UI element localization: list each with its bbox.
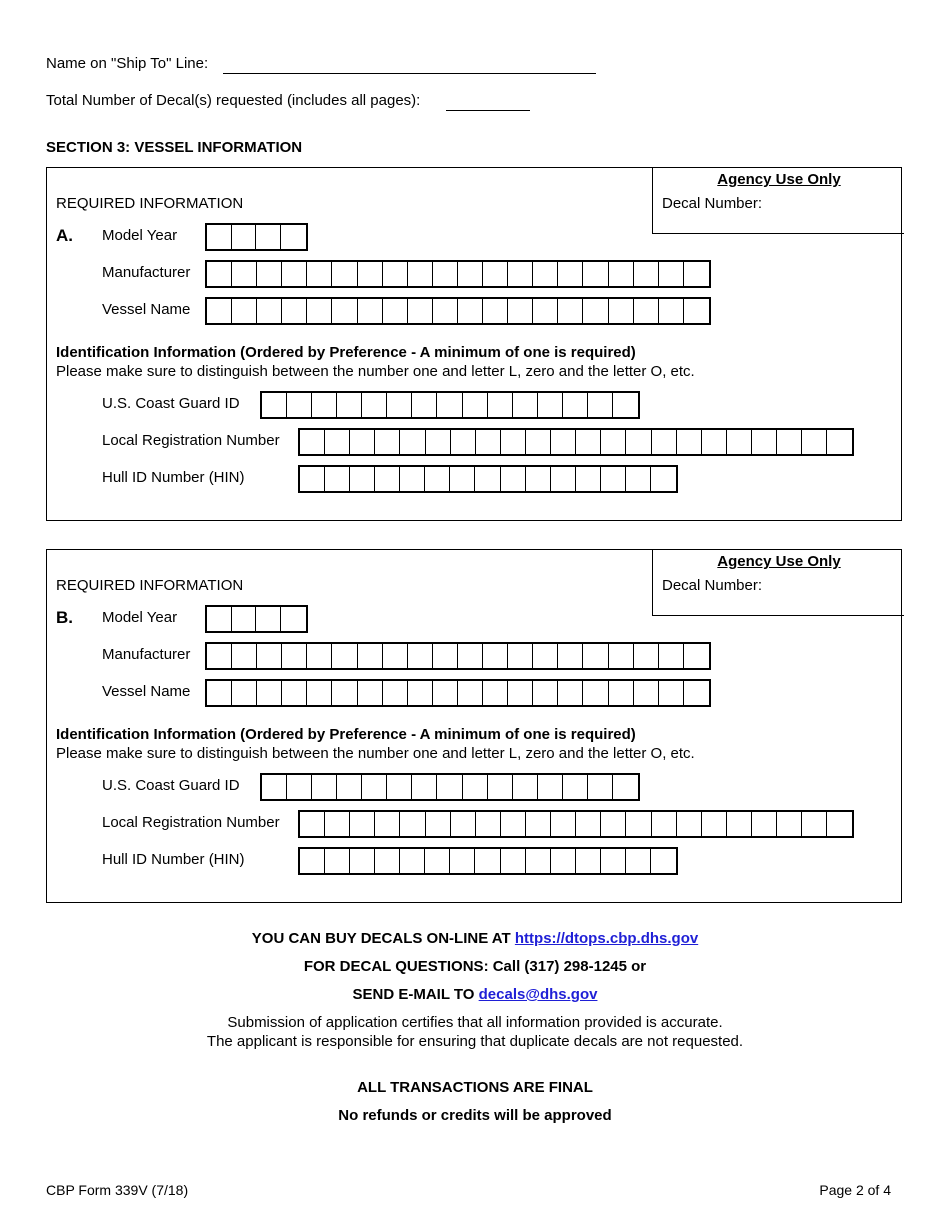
char-box[interactable] [262,775,287,799]
char-box[interactable] [601,849,626,873]
decal-number-label: Decal Number: [662,195,763,212]
char-box[interactable] [383,644,408,668]
char-box[interactable] [450,849,475,873]
hin-boxes[interactable] [298,847,678,875]
char-box[interactable] [609,262,634,286]
char-box[interactable] [232,225,257,249]
char-box[interactable] [383,299,408,323]
char-box[interactable] [362,393,387,417]
char-box[interactable] [558,262,583,286]
id-info-heading: Identification Information (Ordered by Preference - A minimum of one is required) [56,726,636,743]
char-box[interactable] [659,644,684,668]
char-box[interactable] [282,299,307,323]
char-box[interactable] [458,262,483,286]
local-reg-label: Local Registration Number [102,432,280,449]
hin-boxes[interactable] [298,465,678,493]
char-box[interactable] [551,812,576,836]
char-box[interactable] [508,299,533,323]
char-box[interactable] [408,681,433,705]
char-box[interactable] [501,467,526,491]
char-box[interactable] [426,430,451,454]
char-box[interactable] [601,467,626,491]
required-info-label: REQUIRED INFORMATION [56,577,244,594]
char-box[interactable] [752,812,777,836]
char-box[interactable] [337,775,362,799]
char-box[interactable] [307,681,332,705]
model-year-boxes[interactable] [205,605,308,633]
char-box[interactable] [287,393,312,417]
final-transactions: ALL TRANSACTIONS ARE FINAL [357,1079,593,1096]
char-box[interactable] [777,812,802,836]
char-box[interactable] [659,681,684,705]
char-box[interactable] [827,430,852,454]
vessel-letter: A. [56,226,73,245]
agency-use-title: Agency Use Only [717,171,841,188]
char-box[interactable] [558,299,583,323]
id-info-note: Please make sure to distinguish between the number one and letter L, zero and the letter O, etc. [56,745,695,762]
model-year-label: Model Year [102,227,178,244]
char-box[interactable] [300,849,325,873]
vessel-name-boxes[interactable] [205,297,711,325]
char-box[interactable] [526,849,551,873]
char-box[interactable] [501,430,526,454]
char-box[interactable] [387,775,412,799]
char-box[interactable] [508,681,533,705]
vessel-letter: B. [56,608,73,627]
char-box[interactable] [232,607,257,631]
char-box[interactable] [463,775,488,799]
char-box[interactable] [400,467,425,491]
char-box[interactable] [332,299,357,323]
char-box[interactable] [300,430,325,454]
char-box[interactable] [325,430,350,454]
char-box[interactable] [307,262,332,286]
char-box[interactable] [232,262,257,286]
char-box[interactable] [256,225,281,249]
char-box[interactable] [651,467,676,491]
char-box[interactable] [609,299,634,323]
char-box[interactable] [583,299,608,323]
char-box[interactable] [408,262,433,286]
char-box[interactable] [526,430,551,454]
char-box[interactable] [232,681,257,705]
char-box[interactable] [257,299,282,323]
char-box[interactable] [332,262,357,286]
hin-label: Hull ID Number (HIN) [102,469,245,486]
ship-to-label: Name on "Ship To" Line: [46,55,209,72]
char-box[interactable] [659,262,684,286]
char-box[interactable] [325,812,350,836]
char-box[interactable] [538,775,563,799]
manufacturer-boxes[interactable] [205,260,711,288]
char-box[interactable] [551,430,576,454]
char-box[interactable] [475,467,500,491]
char-box[interactable] [513,775,538,799]
char-box[interactable] [483,299,508,323]
char-box[interactable] [257,681,282,705]
total-decals-field[interactable] [446,110,530,111]
email-text: SEND E-MAIL TO [352,986,479,1003]
char-box[interactable] [613,775,638,799]
char-box[interactable] [583,681,608,705]
uscg-id-boxes[interactable] [260,773,640,801]
char-box[interactable] [287,775,312,799]
char-box[interactable] [508,262,533,286]
char-box[interactable] [601,812,626,836]
vessel-section-a [46,167,902,521]
char-box[interactable] [332,681,357,705]
char-box[interactable] [827,812,852,836]
char-box[interactable] [463,393,488,417]
char-box[interactable] [207,225,232,249]
local-reg-label: Local Registration Number [102,814,280,831]
char-box[interactable] [450,467,475,491]
model-year-boxes[interactable] [205,223,308,251]
char-box[interactable] [533,644,558,668]
char-box[interactable] [207,262,232,286]
char-box[interactable] [551,849,576,873]
section-title: SECTION 3: VESSEL INFORMATION [46,139,303,156]
char-box[interactable] [677,812,702,836]
id-info-heading: Identification Information (Ordered by Preference - A minimum of one is required) [56,344,636,361]
char-box[interactable] [588,393,613,417]
char-box[interactable] [533,681,558,705]
char-box[interactable] [576,430,601,454]
char-box[interactable] [802,430,827,454]
char-box[interactable] [433,299,458,323]
char-box[interactable] [433,644,458,668]
char-box[interactable] [583,644,608,668]
char-box[interactable] [281,607,306,631]
required-info-label: REQUIRED INFORMATION [56,195,244,212]
char-box[interactable] [207,644,232,668]
char-box[interactable] [282,644,307,668]
char-box[interactable] [558,644,583,668]
char-box[interactable] [282,681,307,705]
char-box[interactable] [802,812,827,836]
total-decals-label: Total Number of Decal(s) requested (includes all pages): [46,92,421,109]
char-box[interactable] [433,681,458,705]
char-box[interactable] [458,644,483,668]
char-box[interactable] [727,812,752,836]
char-box[interactable] [483,262,508,286]
char-box[interactable] [576,812,601,836]
hin-label: Hull ID Number (HIN) [102,851,245,868]
buy-online-line [0,930,950,947]
char-box[interactable] [613,393,638,417]
uscg-id-label: U.S. Coast Guard ID [102,777,240,794]
char-box[interactable] [350,467,375,491]
decal-number-label: Decal Number: [662,577,763,594]
char-box[interactable] [626,467,651,491]
char-box[interactable] [588,775,613,799]
char-box[interactable] [408,644,433,668]
local-reg-boxes[interactable] [298,810,854,838]
char-box[interactable] [282,262,307,286]
ship-to-field[interactable] [223,73,596,74]
char-box[interactable] [777,430,802,454]
agency-use-box [652,550,904,616]
email-line [0,986,950,1003]
uscg-id-boxes[interactable] [260,391,640,419]
agency-use-title: Agency Use Only [717,553,841,570]
char-box[interactable] [488,393,513,417]
char-box[interactable] [563,393,588,417]
buy-online-text: YOU CAN BUY DECALS ON-LINE AT [251,930,515,947]
char-box[interactable] [358,681,383,705]
char-box[interactable] [207,607,232,631]
char-box[interactable] [626,849,651,873]
char-box[interactable] [727,430,752,454]
vessel-section-b [46,549,902,903]
char-box[interactable] [634,681,659,705]
char-box[interactable] [375,849,400,873]
char-box[interactable] [437,775,462,799]
char-box[interactable] [609,644,634,668]
char-box[interactable] [702,812,727,836]
char-box[interactable] [451,430,476,454]
char-box[interactable] [400,430,425,454]
char-box[interactable] [652,812,677,836]
form-id: CBP Form 339V (7/18) [46,1182,189,1198]
char-box[interactable] [501,812,526,836]
manufacturer-boxes[interactable] [205,642,711,670]
char-box[interactable] [300,467,325,491]
certification-line-1: Submission of application certifies that all information provided is accurate. [227,1014,723,1031]
char-box[interactable] [425,849,450,873]
vessel-name-boxes[interactable] [205,679,711,707]
char-box[interactable] [576,467,601,491]
char-box[interactable] [358,644,383,668]
char-box[interactable] [312,775,337,799]
char-box[interactable] [488,775,513,799]
agency-use-box [652,168,904,234]
char-box[interactable] [533,262,558,286]
char-box[interactable] [426,812,451,836]
vessel-name-label: Vessel Name [102,301,191,318]
char-box[interactable] [652,430,677,454]
char-box[interactable] [483,681,508,705]
char-box[interactable] [513,393,538,417]
char-box[interactable] [475,849,500,873]
char-box[interactable] [601,430,626,454]
char-box[interactable] [362,775,387,799]
char-box[interactable] [375,430,400,454]
char-box[interactable] [400,849,425,873]
char-box[interactable] [332,644,357,668]
char-box[interactable] [437,393,462,417]
char-box[interactable] [508,644,533,668]
char-box[interactable] [433,262,458,286]
char-box[interactable] [307,644,332,668]
char-box[interactable] [651,849,676,873]
char-box[interactable] [232,644,257,668]
char-box[interactable] [412,393,437,417]
certification-line-2: The applicant is responsible for ensuring that duplicate decals are not requested. [206,1033,744,1050]
char-box[interactable] [262,393,287,417]
char-box[interactable] [476,812,501,836]
char-box[interactable] [425,467,450,491]
char-box[interactable] [307,299,332,323]
char-box[interactable] [526,467,551,491]
local-reg-boxes[interactable] [298,428,854,456]
char-box[interactable] [257,262,282,286]
char-box[interactable] [408,299,433,323]
char-box[interactable] [702,430,727,454]
no-refunds: No refunds or credits will be approved [338,1107,612,1124]
char-box[interactable] [358,262,383,286]
char-box[interactable] [476,430,501,454]
char-box[interactable] [583,262,608,286]
char-box[interactable] [558,681,583,705]
char-box[interactable] [281,225,306,249]
char-box[interactable] [458,299,483,323]
char-box[interactable] [684,262,709,286]
char-box[interactable] [350,430,375,454]
char-box[interactable] [684,299,709,323]
char-box[interactable] [383,262,408,286]
char-box[interactable] [483,644,508,668]
manufacturer-label: Manufacturer [102,264,191,281]
vessel-name-label: Vessel Name [102,683,191,700]
char-box[interactable] [383,681,408,705]
char-box[interactable] [659,299,684,323]
char-box[interactable] [609,681,634,705]
manufacturer-label: Manufacturer [102,646,191,663]
char-box[interactable] [387,393,412,417]
char-box[interactable] [207,681,232,705]
char-box[interactable] [563,775,588,799]
char-box[interactable] [350,849,375,873]
char-box[interactable] [337,393,362,417]
char-box[interactable] [634,262,659,286]
char-box[interactable] [526,812,551,836]
char-box[interactable] [634,644,659,668]
email-link[interactable]: decals@dhs.gov [478,986,598,1003]
char-box[interactable] [358,299,383,323]
uscg-id-label: U.S. Coast Guard ID [102,395,240,412]
char-box[interactable] [412,775,437,799]
char-box[interactable] [375,812,400,836]
dtops-link[interactable]: https://dtops.cbp.dhs.gov [514,930,699,947]
char-box[interactable] [312,393,337,417]
char-box[interactable] [325,467,350,491]
char-box[interactable] [634,299,659,323]
char-box[interactable] [551,467,576,491]
char-box[interactable] [458,681,483,705]
char-box[interactable] [400,812,425,836]
char-box[interactable] [533,299,558,323]
char-box[interactable] [677,430,702,454]
char-box[interactable] [684,644,709,668]
page-number: Page 2 of 4 [819,1182,891,1198]
char-box[interactable] [257,644,282,668]
model-year-label: Model Year [102,609,178,626]
questions-line: FOR DECAL QUESTIONS: Call (317) 298-1245 or [303,958,647,975]
char-box[interactable] [232,299,257,323]
char-box[interactable] [325,849,350,873]
char-box[interactable] [207,299,232,323]
char-box[interactable] [752,430,777,454]
char-box[interactable] [256,607,281,631]
char-box[interactable] [576,849,601,873]
char-box[interactable] [300,812,325,836]
char-box[interactable] [626,430,651,454]
char-box[interactable] [350,812,375,836]
char-box[interactable] [626,812,651,836]
char-box[interactable] [451,812,476,836]
char-box[interactable] [684,681,709,705]
char-box[interactable] [375,467,400,491]
char-box[interactable] [501,849,526,873]
char-box[interactable] [538,393,563,417]
id-info-note: Please make sure to distinguish between the number one and letter L, zero and the letter O, etc. [56,363,695,380]
